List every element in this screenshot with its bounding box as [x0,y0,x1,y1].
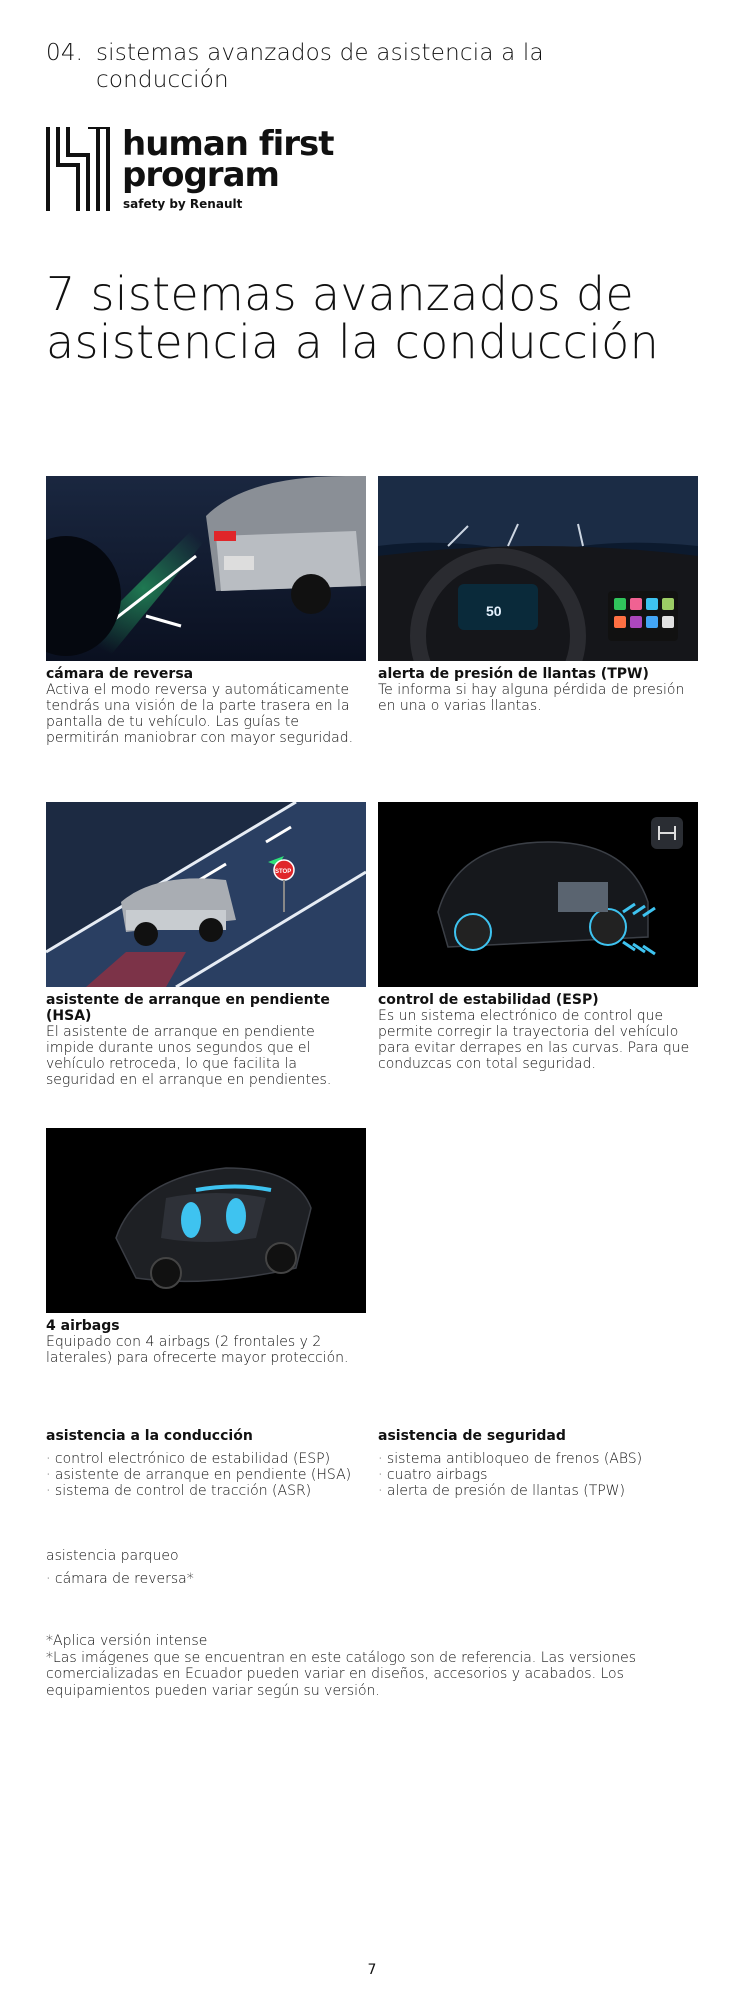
logo-tagline: safety by Renault [123,197,243,211]
list-item: · sistema antibloqueo de frenos (ABS) [378,1451,698,1467]
safety-assistance-list [378,1428,698,1499]
stop-sign-text: STOP [275,869,292,875]
feature-card-hill-start [46,802,366,1088]
list-item: · cuatro airbags [378,1467,698,1483]
feature-title: control de estabilidad (ESP) [378,992,599,1008]
section-title: sistemas avanzados de asistencia a la conducción [96,40,544,93]
page-number: 7 [367,1962,377,1978]
feature-title: asistente de arranque en pendiente (HSA) [46,992,330,1024]
feature-title: cámara de reversa [46,666,194,682]
feature-title: 4 airbags [46,1318,120,1334]
feature-card-tire-pressure [378,476,698,714]
list-item: · control electrónico de estabilidad (ESP) [46,1451,366,1467]
feature-title: alerta de presión de llantas (TPW) [378,666,649,682]
feature-description: Es un sistema electrónico de control que permite corregir la trayectoria del vehículo para evitar derrapes en las curvas. Para que conduzcas con total seguridad. [378,1008,690,1072]
list-heading: asistencia parqueo [46,1548,179,1564]
logo-mark-icon [46,127,112,211]
list-item: · alerta de presión de llantas (TPW) [378,1483,698,1499]
list-item: · cámara de reversa* [46,1571,366,1587]
hill-start-image [46,802,366,987]
rear-camera-image [46,476,366,661]
feature-description: Equipado con 4 airbags (2 frontales y 2 laterales) para ofrecerte mayor protección. [46,1334,349,1366]
stability-control-image [378,802,698,987]
speed-readout: 50 [486,603,502,619]
feature-description: Activa el modo reversa y automáticamente tendrás una visión de la parte trasera en la pantalla de tu vehículo. Las guías te permitirán maniobrar con mayor seguridad. [46,682,354,746]
feature-description: Te informa si hay alguna pérdida de presión en una o varias llantas. [378,682,685,714]
feature-description: El asistente de arranque en pendiente impide durante unos segundos que el vehículo retroceda, lo que facilita la seguridad en el arranque en pendientes. [46,1024,332,1088]
section-number: 04. [46,40,84,66]
feature-card-stability-control [378,802,698,1072]
logo-line-1: human first [122,124,334,164]
feature-card-airbags [46,1128,366,1366]
feature-card-rear-camera [46,476,366,746]
parking-assistance-list [46,1548,366,1587]
airbags-image [46,1128,366,1313]
driving-assistance-list [46,1428,366,1499]
list-item: · sistema de control de tracción (ASR) [46,1483,366,1499]
list-heading: asistencia a la conducción [46,1428,253,1444]
logo-line-2: program [122,155,279,195]
list-item: · asistente de arranque en pendiente (HSA) [46,1467,366,1483]
tire-pressure-dashboard-image [378,476,698,661]
footnote-disclaimer: *Las imágenes que se encuentran en este catálogo son de referencia. Las versiones comercializadas en Ecuador pueden variar en diseños, accesorios y acabados. Los equipamientos pueden variar según su versión. [46,1649,637,1699]
human-first-program-logo [46,124,366,217]
footnotes [46,1633,706,1699]
list-heading: asistencia de seguridad [378,1428,566,1444]
footnote-version: *Aplica versión intense [46,1633,208,1649]
page-headline: 7 sistemas avanzados de asistencia a la conducción [46,267,660,369]
